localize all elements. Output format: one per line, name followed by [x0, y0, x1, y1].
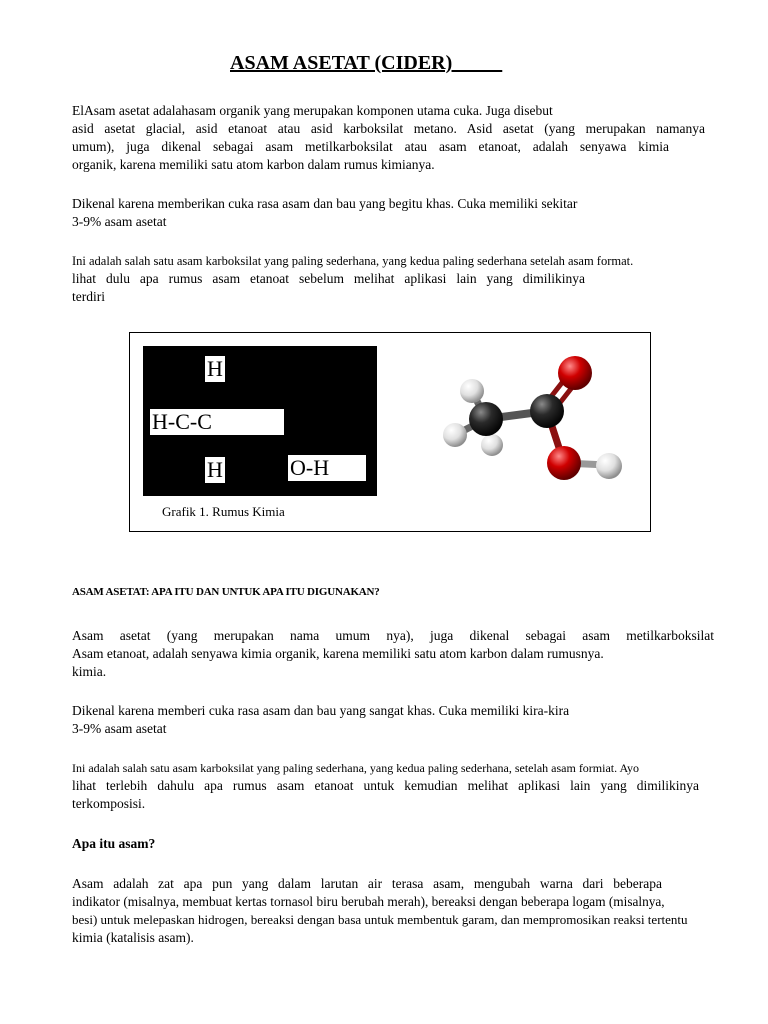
section-heading: Apa itu asam? — [72, 836, 156, 851]
hydrogen-atom — [460, 379, 484, 403]
text-line: lihat terlebih dahulu apa rumus asam etanoat untuk kemudian melihat aplikasi lain yang dimilikinya — [72, 778, 699, 793]
text-line: 3-9% asam asetat — [72, 214, 167, 229]
text-line: Ini adalah salah satu asam karboksilat yang paling sederhana, yang kedua paling sederhana, setelah asam formiat. Ayo — [72, 761, 640, 775]
oxygen-atom — [558, 356, 592, 390]
text-line: Dikenal karena memberi cuka rasa asam dan bau yang sangat khas. Cuka memiliki kira-kira — [72, 703, 570, 718]
text-line: asid asetat glacial, asid etanoat atau asid karboksilat metano. Asid asetat (yang merupakan namanya — [72, 121, 705, 136]
text-line: kimia (katalisis asam). — [72, 930, 194, 945]
formula-h-bottom: H — [207, 457, 223, 482]
formula-oh: O-H — [288, 455, 366, 481]
figure-box — [129, 332, 651, 532]
hydrogen-atom — [596, 453, 622, 479]
page-title: ASAM ASETAT (CIDER) — [230, 52, 503, 74]
structural-formula — [143, 346, 377, 496]
carbon-atom — [530, 394, 564, 428]
text-line: kimia. — [72, 664, 107, 679]
text-line: Ini adalah salah satu asam karboksilat yang paling sederhana, yang kedua paling sederhana setelah asam format. — [72, 254, 634, 268]
text-line: Asam etanoat, adalah senyawa kimia organik, karena memiliki satu atom karbon dalam rumusnya. — [72, 646, 604, 661]
hydrogen-atom — [443, 423, 467, 447]
formula-hcc: H-C-C — [150, 409, 284, 435]
text-line: organik, karena memiliki satu atom karbon dalam rumus kimianya. — [72, 157, 435, 172]
text-line: lihat dulu apa rumus asam etanoat sebelum melihat aplikasi lain yang dimilikinya — [72, 271, 585, 286]
text-line: Asam asetat (yang merupakan nama umum nya), juga dikenal sebagai asam metilkarboksilat — [72, 628, 714, 643]
formula-h-top: H — [207, 356, 223, 381]
oxygen-atom — [547, 446, 581, 480]
text-line: Dikenal karena memberikan cuka rasa asam dan bau yang begitu khas. Cuka memiliki sekitar — [72, 196, 578, 211]
text-line: indikator (misalnya, membuat kertas tornasol biru berubah merah), bereaksi dengan beberapa logam (misalnya, — [72, 894, 665, 909]
figure-caption: Grafik 1. Rumus Kimia — [162, 504, 285, 519]
text-line: terdiri — [72, 289, 105, 304]
text-line: ElAsam asetat adalahasam organik yang merupakan komponen utama cuka. Juga disebut — [72, 103, 553, 118]
text-line: terkomposisi. — [72, 796, 146, 811]
acetic-acid-molecule-image — [430, 347, 630, 497]
text-line: umum), juga dikenal sebagai asam metilkarboksilat atau asam etanoat, adalah senyawa kimia — [72, 139, 669, 154]
text-line: Asam adalah zat apa pun yang dalam larutan air terasa asam, mengubah warna dari beberapa — [72, 876, 662, 891]
text-line: 3-9% asam asetat — [72, 721, 167, 736]
hydrogen-atom — [481, 434, 503, 456]
carbon-atom — [469, 402, 503, 436]
section-heading: ASAM ASETAT: APA ITU DAN UNTUK APA ITU DIGUNAKAN? — [72, 586, 380, 598]
text-line: besi) untuk melepaskan hidrogen, bereaksi dengan basa untuk membentuk garam, dan mempromosikan reaksi tertentu — [72, 912, 688, 927]
